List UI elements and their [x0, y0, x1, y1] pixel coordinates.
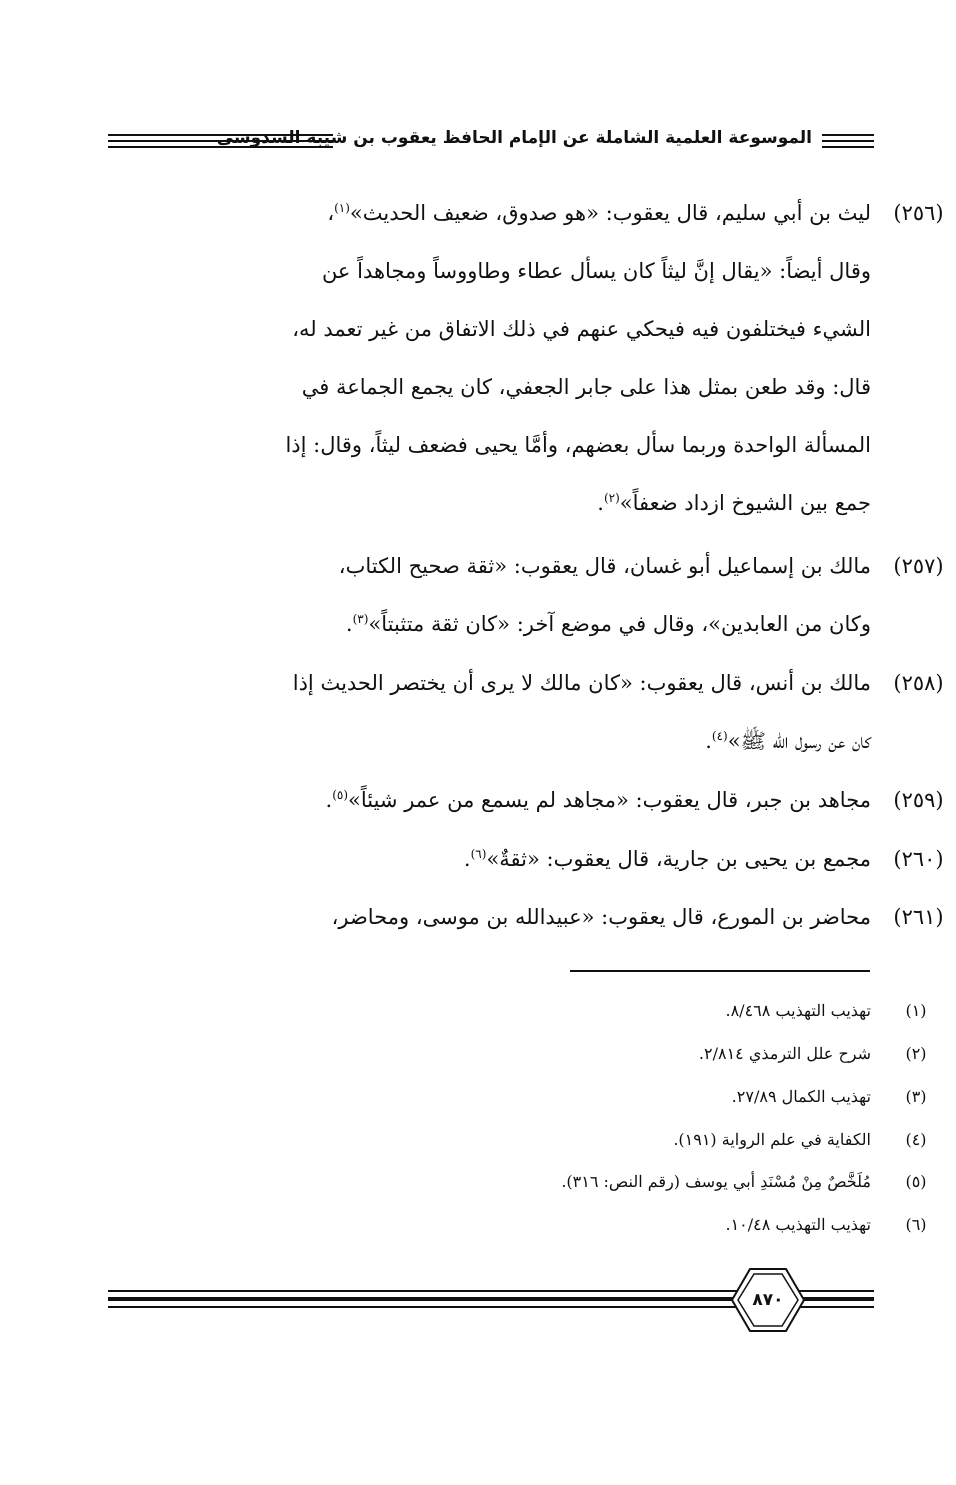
footnote: [698, 1044, 927, 1063]
entry-number: (٢٥٦): [893, 201, 944, 225]
footnote-ref[interactable]: (٢): [603, 491, 620, 505]
entry-257: [111, 537, 944, 653]
entry-259: [111, 771, 944, 829]
footnote-number: (٥): [905, 1172, 927, 1191]
entry-261: [111, 888, 944, 946]
entry-number: (٢٥٩): [893, 788, 944, 812]
footnote-text: مُلَخَّصٌ مِنْ مُسْنَدِ أبي يوسف (رقم النص: ٣١٦).: [561, 1172, 871, 1191]
footnote-number: (٤): [905, 1130, 927, 1149]
entry-number: (٢٦٠): [893, 847, 944, 871]
footnote-ref[interactable]: (١): [334, 201, 350, 215]
entry-line: مالك بن إسماعيل أبو غسان، قال يعقوب: «ثقة صحيح الكتاب،: [338, 554, 871, 578]
entry-260: [111, 830, 944, 888]
footnote-number: (٣): [905, 1087, 927, 1106]
footnote: [561, 1172, 927, 1191]
entry-line: قال: وقد طعن بمثل هذا على جابر الجعفي، كان يجمع الجماعة في: [301, 375, 871, 399]
footnote: [731, 1087, 927, 1106]
entry-line: جمع بين الشيوخ ازداد ضعفاً»$^{(٢)}$.: [597, 491, 871, 515]
entry-line: المسألة الواحدة وربما سأل بعضهم، وأمَّا يحيى فضعف ليثاً، وقال: إذا: [285, 433, 871, 457]
footnote-number: (٢): [905, 1044, 927, 1063]
footnote-number: (٦): [905, 1215, 927, 1234]
footnote-ref[interactable]: (٣): [352, 612, 369, 626]
entry-line: كان عن رسول الله ﷺ»$^{(٤)}$.: [705, 729, 871, 753]
entry-line: مجمع بن يحيى بن جارية، قال يعقوب: «ثقةٌ»$^{(٦)}$.: [463, 847, 871, 871]
entry-line: وكان من العابدين»، وقال في موضع آخر: «كان ثقة متثبتاً»$^{(٣)}$.: [345, 612, 871, 636]
footnote-separator: [570, 970, 870, 972]
entry-number: (٢٦١): [893, 905, 944, 929]
header-title: الموسوعة العلمية الشاملة عن الإمام الحافظ يعقوب بن شيبة السدوسي: [216, 128, 812, 148]
footnote-text: الكفاية في علم الرواية (١٩١).: [673, 1130, 871, 1149]
entry-line: مجاهد بن جبر، قال يعقوب: «مجاهد لم يسمع من عمر شيئاً»$^{(٥)}$.: [325, 788, 871, 812]
footnote: [725, 1215, 927, 1234]
footnote: [725, 1001, 927, 1020]
footnote-text: شرح علل الترمذي ٢/٨١٤.: [698, 1044, 871, 1063]
footnote-ref[interactable]: (٥): [332, 788, 349, 802]
entry-258: [111, 654, 944, 770]
footnote-number: (١): [905, 1001, 927, 1020]
page-number: ٨٧٠: [752, 1290, 784, 1310]
header-rule-right-top: [822, 134, 874, 136]
footnote-ref[interactable]: (٦): [470, 847, 487, 861]
header-rule-right-mid: [822, 140, 874, 142]
entry-line: الشيء فيختلفون فيه فيحكي عنهم في ذلك الاتفاق من غير تعمد له،: [292, 317, 871, 341]
footnote-ref[interactable]: (٤): [711, 729, 728, 743]
footnote-text: تهذيب التهذيب ١٠/٤٨.: [725, 1215, 871, 1234]
entry-number: (٢٥٧): [893, 554, 944, 578]
entry-number: (٢٥٨): [893, 671, 944, 695]
entry-line: ليث بن أبي سليم، قال يعقوب: «هو صدوق، ضعيف الحديث»$^{(١)}$،: [327, 201, 871, 225]
footnote-text: تهذيب التهذيب ٨/٤٦٨.: [725, 1001, 871, 1020]
entry-line: وقال أيضاً: «يقال إنَّ ليثاً كان يسأل عطاء وطاووساً ومجاهداً عن: [321, 259, 871, 283]
header-rule-right-bottom: [822, 146, 874, 148]
footnote: [673, 1130, 927, 1149]
page-number-badge: [720, 1265, 816, 1335]
running-header: [108, 126, 874, 156]
footnote-text: تهذيب الكمال ٢٧/٨٩.: [731, 1087, 871, 1106]
entry-line: مالك بن أنس، قال يعقوب: «كان مالك لا يرى أن يختصر الحديث إذا: [292, 671, 871, 695]
entry-line: محاضر بن المورع، قال يعقوب: «عبيدالله بن موسى، ومحاضر،: [331, 905, 871, 929]
entry-256: [111, 184, 944, 532]
